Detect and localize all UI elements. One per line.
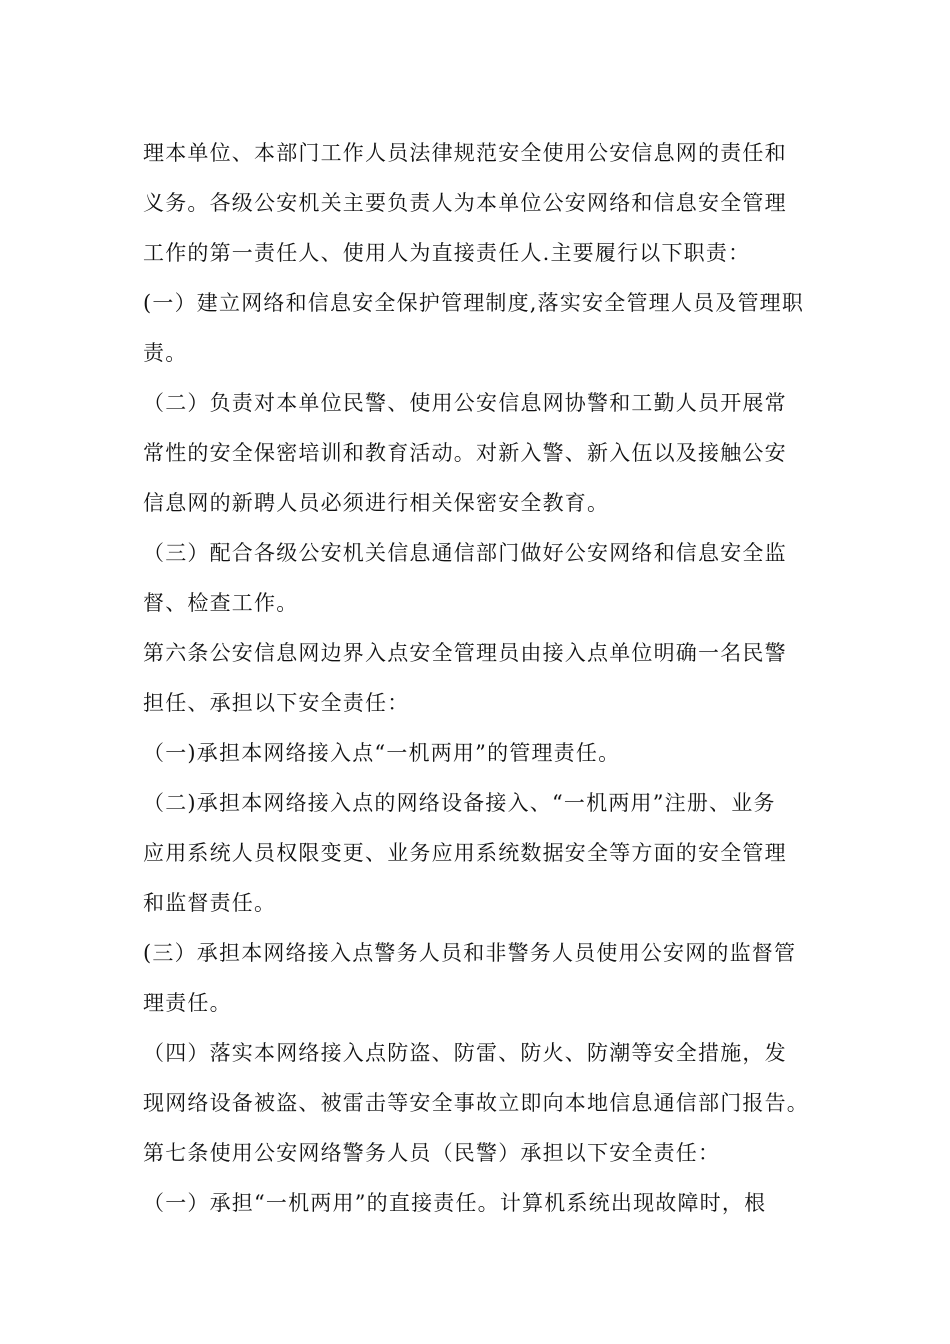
text-line: 信息网的新聘人员必须进行相关保密安全教育。 xyxy=(143,491,610,515)
text-line: 担任、承担以下安全责任： xyxy=(143,691,410,715)
text-line: 常性的安全保密培训和教育活动。对新入警、新入伍以及接触公安 xyxy=(143,441,787,465)
text-line: （一)承担本网络接入点“一机两用”的管理责任。 xyxy=(143,741,621,765)
text-line: （四）落实本网络接入点防盗、防雷、防火、防潮等安全措施，发 xyxy=(143,1041,787,1065)
text-line: （一）承担“一机两用”的直接责任。计算机系统出现故障时，根 xyxy=(143,1191,767,1215)
text-line: (三）承担本网络接入点警务人员和非警务人员使用公安网的监督管 xyxy=(143,941,797,965)
text-line: 应用系统人员权限变更、业务应用系统数据安全等方面的安全管理 xyxy=(143,841,787,865)
text-line: 工作的第一责任人、使用人为直接责任人.主要履行以下职责： xyxy=(143,241,751,265)
text-line: 理责任。 xyxy=(143,991,232,1015)
text-line: (一）建立网络和信息安全保护管理制度,落实安全管理人员及管理职 xyxy=(143,291,805,315)
text-line: 督、检查工作。 xyxy=(143,591,299,615)
text-line: （三）配合各级公安机关信息通信部门做好公安网络和信息安全监 xyxy=(143,541,787,565)
text-line: （二）负责对本单位民警、使用公安信息网协警和工勤人员开展常 xyxy=(143,391,787,415)
text-line: 和监督责任。 xyxy=(143,891,277,915)
document-body xyxy=(143,128,813,1228)
text-line: 现网络设备被盗、被雷击等安全事故立即向本地信息通信部门报告。 xyxy=(143,1091,809,1115)
text-line: 责。 xyxy=(143,341,188,365)
text-line: （二)承担本网络接入点的网络设备接入、“一机两用”注册、业务 xyxy=(143,791,776,815)
text-line: 义务。各级公安机关主要负责人为本单位公安网络和信息安全管理 xyxy=(143,191,787,215)
text-line: 第七条使用公安网络警务人员（民警）承担以下安全责任： xyxy=(143,1141,721,1165)
text-line: 理本单位、本部门工作人员法律规范安全使用公安信息网的责任和 xyxy=(143,141,787,165)
text-line: 第六条公安信息网边界入点安全管理员由接入点单位明确一名民警 xyxy=(143,641,787,665)
